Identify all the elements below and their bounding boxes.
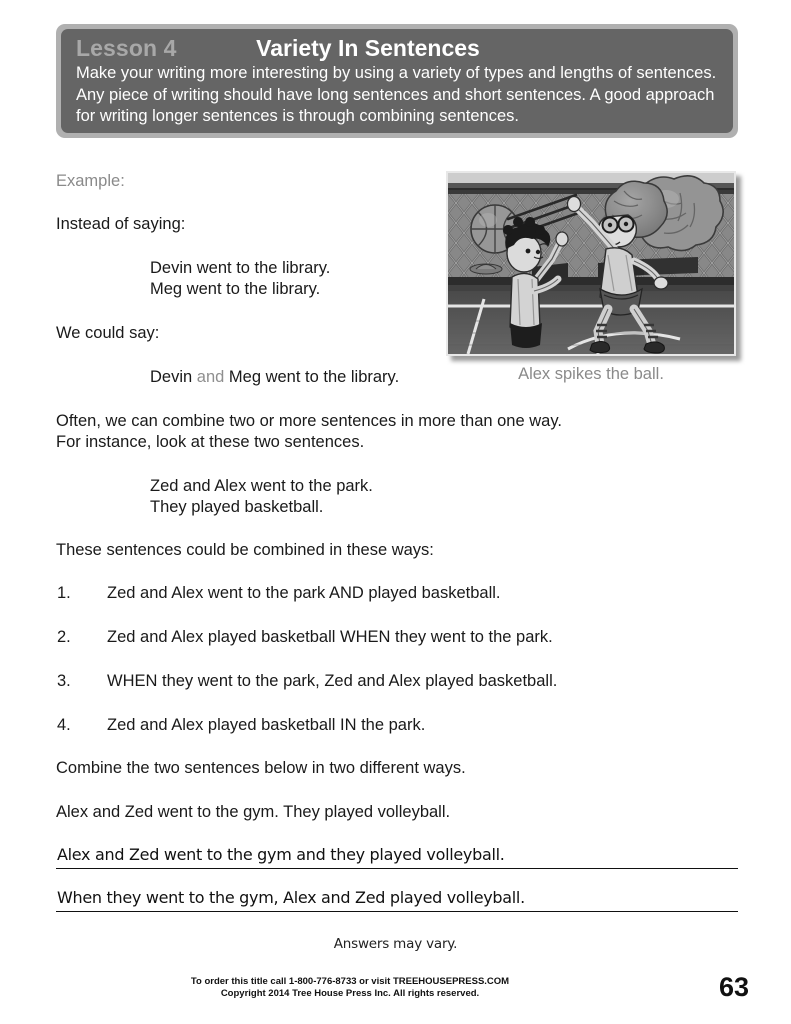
- footer-order-line: To order this title call 1-800-776-8733 or visit TREEHOUSEPRESS.COM: [190, 976, 510, 987]
- combined-example-sentence: [150, 366, 399, 388]
- list-item: Zed and Alex played basketball WHEN they went to the park.: [107, 628, 553, 646]
- instead-of-saying-label: Instead of saying:: [56, 215, 186, 233]
- lesson-label: Lesson 4: [76, 35, 177, 61]
- footer-copyright-line: Copyright 2014 Tree House Press Inc. All rights reserved.: [220, 988, 480, 999]
- answers-may-vary-note: Answers may vary.: [333, 936, 458, 952]
- lesson-header-frame: [56, 24, 738, 138]
- list-item-number: 3.: [57, 672, 71, 690]
- lesson-description: Make your writing more interesting by using a variety of types and lengths of sentences. Any piece of writing should have long sentences and short sentences. A good approach for writing longer sentences is through combining sentences.: [76, 64, 717, 125]
- list-item: Zed and Alex went to the park AND played basketball.: [107, 584, 501, 602]
- lesson-header-box: [61, 29, 733, 133]
- footer: [0, 976, 700, 1000]
- illustration-caption: Alex spikes the ball.: [518, 365, 664, 383]
- list-item-number: 4.: [57, 716, 71, 734]
- illustration-frame: [446, 171, 736, 356]
- park-sentence-1: Zed and Alex went to the park.: [150, 477, 373, 495]
- answer-field-1-text[interactable]: Alex and Zed went to the gym and they played volleyball.: [57, 845, 505, 864]
- list-item-number: 1.: [57, 584, 71, 602]
- page-title: Variety In Sentences: [256, 35, 480, 61]
- volleyball-scene-illustration: [448, 173, 734, 354]
- lesson-header-title-row: [76, 35, 720, 62]
- instead-sentence-1: Devin went to the library.: [150, 259, 331, 277]
- instead-sentence-2: Meg went to the library.: [150, 280, 321, 298]
- page-number: 63: [718, 972, 749, 1002]
- often-line-1: Often, we can combine two or more sentences in more than one way.: [56, 412, 562, 430]
- combined-part-1: Devin: [150, 368, 197, 386]
- combined-part-2: Meg went to the library.: [224, 368, 400, 386]
- answer-field-2-rule[interactable]: [56, 911, 738, 912]
- park-sentence-2: They played basketball.: [150, 498, 324, 516]
- we-could-say-label: We could say:: [56, 324, 160, 342]
- exercise-instruction: Combine the two sentences below in two different ways.: [56, 759, 466, 777]
- list-item-number: 2.: [57, 628, 71, 646]
- often-line-2: For instance, look at these two sentences.: [56, 433, 365, 451]
- list-item: WHEN they went to the park, Zed and Alex played basketball.: [107, 672, 558, 690]
- ways-intro-label: These sentences could be combined in these ways:: [56, 541, 434, 559]
- list-item: Zed and Alex played basketball IN the park.: [107, 716, 426, 734]
- exercise-prompt: Alex and Zed went to the gym. They played volleyball.: [56, 803, 451, 821]
- answer-field-1-rule[interactable]: [56, 868, 738, 869]
- combined-conjunction-highlight: and: [196, 368, 225, 386]
- answer-field-2-text[interactable]: When they went to the gym, Alex and Zed played volleyball.: [57, 888, 525, 907]
- example-label: Example:: [56, 172, 125, 190]
- illustration: [446, 171, 736, 356]
